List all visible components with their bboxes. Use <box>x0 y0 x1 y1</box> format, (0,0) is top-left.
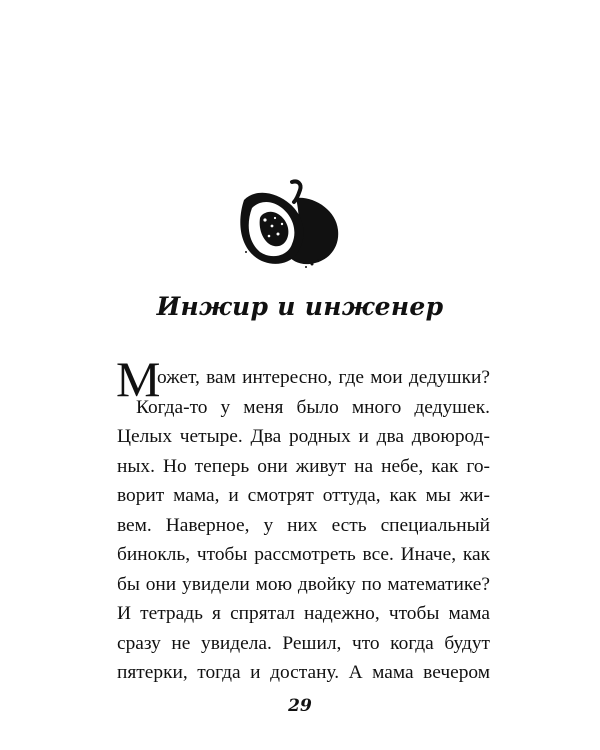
text-line-7: бинокль, чтобы рассмотреть все. Иначе, как <box>117 544 490 565</box>
text-line-2: Когда-то у меня было много дедушек. <box>136 396 490 418</box>
page-number: 29 <box>288 696 312 716</box>
fig-illustration <box>232 178 342 270</box>
text-line-4: ных. Но теперь они живут на небе, как го- <box>117 455 490 477</box>
text-line-6: вем. Наверное, у них есть специальный <box>117 514 490 536</box>
first-line-text: ожет, вам интересно, где мои дедушки? <box>157 367 490 388</box>
text-line-3: Целых четыре. Два родных и два двоюрод- <box>117 426 490 447</box>
body-text <box>116 351 490 688</box>
text-line-10: сразу не увидела. Решил, что когда будут <box>117 632 490 654</box>
text-line-11: пятерки, тогда и достану. А мама вечером <box>117 662 490 683</box>
text-line-9: И тетрадь я спрятал надежно, чтобы мама <box>117 603 490 624</box>
drop-cap: М <box>116 351 161 407</box>
chapter-title: Инжир и инженер <box>156 292 444 321</box>
text-line-5: ворит мама, и смотрят оттуда, как мы жи- <box>117 485 490 506</box>
text-line-8: бы они увидели мою двойку по математике? <box>117 573 490 595</box>
